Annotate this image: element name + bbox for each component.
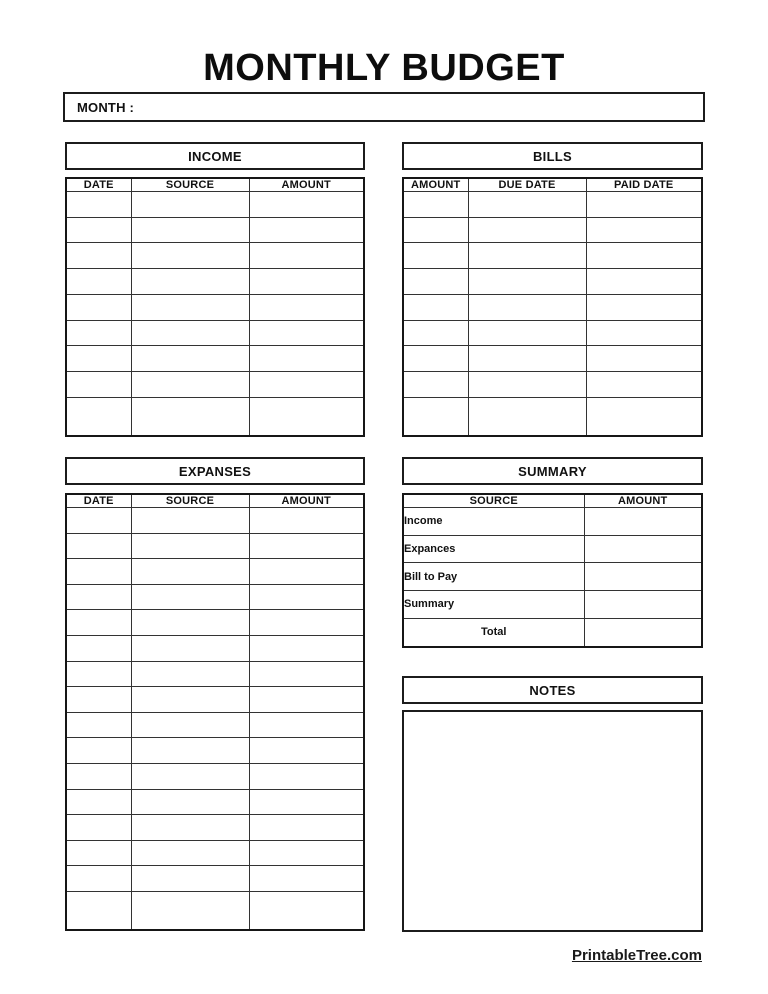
empty-cell [131,320,249,346]
empty-cell [249,789,364,815]
empty-cell [66,320,131,346]
column-header: AMOUNT [249,494,364,508]
table-row [66,346,364,372]
income-section-header [65,142,365,170]
empty-cell [66,508,131,534]
empty-cell [66,635,131,661]
table-row [66,661,364,687]
empty-cell [131,661,249,687]
table-row [66,320,364,346]
empty-cell [66,372,131,398]
table-row [403,243,702,269]
empty-cell [468,269,586,295]
empty-cell [131,243,249,269]
income-table-wrap [65,177,365,437]
table-row [403,217,702,243]
empty-cell [131,840,249,866]
empty-cell [586,320,702,346]
empty-cell [403,320,468,346]
empty-cell [249,559,364,585]
empty-cell [66,661,131,687]
total-label-cell: Total [403,618,584,647]
printabletree-link[interactable]: PrintableTree.com [571,947,702,964]
empty-cell [586,346,702,372]
table-row [66,559,364,585]
empty-cell [131,397,249,436]
empty-cell [586,217,702,243]
empty-cell [249,508,364,534]
table-row [66,610,364,636]
empty-cell [249,763,364,789]
table-row [403,294,702,320]
empty-cell [131,217,249,243]
table-row [66,269,364,295]
header-row [66,494,364,508]
empty-cell [66,192,131,218]
empty-cell [131,533,249,559]
summary-section-header [402,457,703,485]
table-row [66,397,364,436]
empty-cell [586,397,702,436]
row-label-cell: Summary [403,591,584,619]
empty-cell [249,687,364,713]
empty-cell [66,789,131,815]
notes-section-header [402,676,703,704]
empty-cell [403,346,468,372]
empty-cell [66,243,131,269]
empty-cell [468,217,586,243]
empty-cell [249,584,364,610]
expanses-table [65,493,365,931]
empty-cell [131,372,249,398]
table-row [66,712,364,738]
empty-cell [249,815,364,841]
empty-cell [403,192,468,218]
empty-cell [66,738,131,764]
notes-section-title: NOTES [529,682,576,698]
empty-cell [131,192,249,218]
empty-cell [249,269,364,295]
empty-cell [131,269,249,295]
empty-cell [584,535,702,563]
table-row [66,533,364,559]
income-table [65,177,365,437]
empty-cell [131,559,249,585]
empty-cell [66,559,131,585]
header-row [66,178,364,192]
empty-cell [249,346,364,372]
total-row [403,618,702,647]
empty-cell [586,243,702,269]
table-row [66,508,364,534]
header-row [403,178,702,192]
empty-cell [403,217,468,243]
table-row [66,866,364,892]
table-row [66,763,364,789]
empty-cell [131,738,249,764]
table-row [66,815,364,841]
column-header: AMOUNT [403,178,468,192]
empty-cell [584,508,702,536]
empty-cell [403,397,468,436]
empty-cell [131,294,249,320]
empty-cell [66,712,131,738]
empty-cell [586,372,702,398]
empty-cell [131,891,249,930]
empty-cell [66,584,131,610]
empty-cell [468,294,586,320]
column-header: DATE [66,494,131,508]
empty-cell [249,243,364,269]
empty-cell [131,610,249,636]
bills-table [402,177,703,437]
summary-table-wrap [402,493,703,648]
expanses-table-wrap [65,493,365,931]
table-row [66,192,364,218]
table-row [403,269,702,295]
table-row [66,687,364,713]
summary-section-title: SUMMARY [518,463,587,479]
empty-cell [66,866,131,892]
income-section-title: INCOME [188,148,242,164]
empty-cell [131,584,249,610]
empty-cell [468,397,586,436]
column-header: PAID DATE [586,178,702,192]
table-row [403,508,702,536]
bills-section-title: BILLS [532,148,573,164]
month-label: MONTH : [77,99,134,115]
column-header: DATE [66,178,131,192]
empty-cell [403,243,468,269]
empty-cell [249,372,364,398]
empty-cell [131,635,249,661]
empty-cell [249,217,364,243]
column-header: SOURCE [403,494,584,508]
empty-cell [66,610,131,636]
table-row [403,563,702,591]
empty-cell [66,533,131,559]
empty-cell [131,815,249,841]
table-row [66,635,364,661]
empty-cell [249,661,364,687]
empty-cell [66,346,131,372]
empty-cell [131,789,249,815]
column-header: AMOUNT [249,178,364,192]
empty-cell [66,217,131,243]
table-row [403,346,702,372]
empty-cell [468,192,586,218]
empty-cell [249,610,364,636]
empty-cell [403,269,468,295]
table-row [66,584,364,610]
column-header: SOURCE [131,178,249,192]
table-row [66,840,364,866]
empty-cell [249,294,364,320]
empty-cell [249,635,364,661]
empty-cell [66,269,131,295]
empty-cell [584,618,702,647]
empty-cell [66,840,131,866]
table-row [403,591,702,619]
empty-cell [66,763,131,789]
empty-cell [468,320,586,346]
empty-cell [66,397,131,436]
empty-cell [468,243,586,269]
table-row [403,397,702,436]
empty-cell [249,397,364,436]
row-label-cell: Income [403,508,584,536]
column-header: DUE DATE [468,178,586,192]
row-label-cell: Bill to Pay [403,563,584,591]
notes-box [402,710,703,932]
table-row [66,789,364,815]
table-row [403,535,702,563]
empty-cell [249,840,364,866]
summary-table [402,493,703,648]
empty-cell [403,372,468,398]
empty-cell [131,866,249,892]
empty-cell [468,346,586,372]
table-row [403,372,702,398]
empty-cell [66,891,131,930]
empty-cell [584,563,702,591]
table-row [66,372,364,398]
table-row [66,294,364,320]
empty-cell [249,712,364,738]
table-row [66,243,364,269]
bills-section-header [402,142,703,170]
row-label-cell: Expances [403,535,584,563]
column-header: AMOUNT [584,494,702,508]
empty-cell [468,372,586,398]
empty-cell [131,687,249,713]
bills-table-wrap [402,177,703,437]
empty-cell [403,294,468,320]
column-header: SOURCE [131,494,249,508]
page-title: MONTHLY BUDGET [203,47,565,89]
empty-cell [131,346,249,372]
empty-cell [131,712,249,738]
table-row [66,891,364,930]
header-row [403,494,702,508]
table-row [66,217,364,243]
empty-cell [249,533,364,559]
empty-cell [131,508,249,534]
empty-cell [586,192,702,218]
table-row [66,738,364,764]
empty-cell [249,192,364,218]
empty-cell [249,891,364,930]
empty-cell [586,294,702,320]
empty-cell [66,815,131,841]
empty-cell [249,320,364,346]
empty-cell [586,269,702,295]
expanses-section-title: EXPANSES [178,463,252,479]
empty-cell [66,687,131,713]
empty-cell [131,763,249,789]
month-field [63,92,705,122]
empty-cell [584,591,702,619]
empty-cell [249,738,364,764]
table-row [403,320,702,346]
empty-cell [66,294,131,320]
table-row [403,192,702,218]
expanses-section-header [65,457,365,485]
empty-cell [249,866,364,892]
